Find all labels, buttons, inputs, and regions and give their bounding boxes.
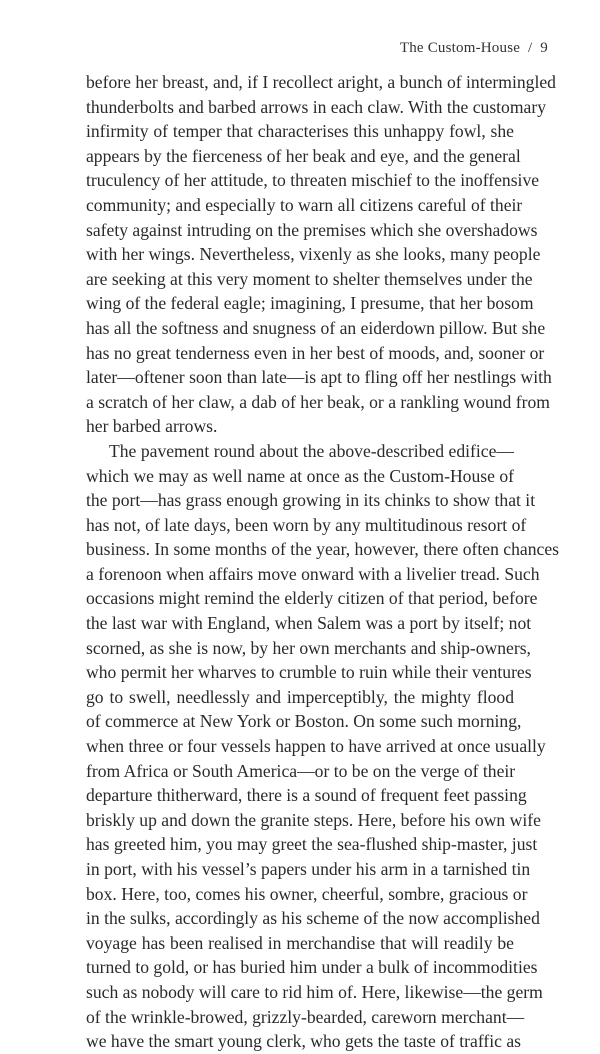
text-line: a forenoon when affairs move onward with a livelier tread. Such — [86, 563, 540, 584]
page-number: 9 — [540, 40, 548, 56]
text-line: which we may as well name at once as the Custom-House of — [86, 465, 514, 486]
text-line: has greeted him, you may greet the sea-flushed ship-master, just — [86, 834, 538, 855]
paragraph — [86, 70, 556, 439]
text-line: wing of the federal eagle; imagining, I presume, that her bosom — [86, 293, 534, 314]
text-line: such as nobody will care to rid him of. Here, likewise—the germ — [86, 981, 543, 1002]
text-line: turned to gold, or has buried him under a bulk of incommodities — [86, 957, 538, 978]
text-line: occasions might remind the elderly citizen of that period, before — [86, 588, 538, 609]
text-line: business. In some months of the year, however, there often chances — [86, 539, 559, 560]
text-line: has not, of late days, been worn by any multitudinous resort of — [86, 514, 527, 535]
text-line: in port, with his vessel’s papers under his arm in a tarnished tin — [86, 859, 531, 879]
text-line: truculency of her attitude, to threaten mischief to the inoffensive — [86, 170, 540, 191]
text-line: of commerce at New York or Boston. On some such morning, — [86, 711, 522, 732]
text-line: The pavement round about the above-described edifice— — [109, 440, 514, 461]
paragraph — [86, 439, 559, 1054]
text-line: who permit her wharves to crumble to ruin while their ventures — [86, 662, 532, 683]
text-line: in the sulks, accordingly as his scheme of the now accomplished — [86, 908, 540, 929]
text-line: with her wings. Nevertheless, vixenly as she looks, many people — [86, 244, 541, 265]
text-line: are seeking at this very moment to shelter themselves under the — [86, 268, 533, 289]
text-line: appears by the fierceness of her beak and eye, and the general — [86, 145, 521, 166]
text-line: her barbed arrows. — [86, 416, 218, 437]
text-line: voyage has been realised in merchandise that will readily be — [86, 932, 514, 953]
text-line: from Africa or South America—or to be on the verge of their — [86, 760, 516, 781]
text-line: departure thitherward, there is a sound of frequent feet passing — [86, 785, 527, 806]
text-line: briskly up and down the granite steps. Here, before his own wife — [86, 809, 541, 830]
text-line: box. Here, too, comes his owner, cheerful, sombre, gracious or — [86, 883, 528, 904]
text-line: later—oftener soon than late—is apt to fling off her nestlings with — [86, 367, 552, 388]
text-line: has all the softness and snugness of an eiderdown pillow. But she — [86, 317, 546, 338]
text-line: when three or four vessels happen to have arrived at once usually — [86, 736, 546, 757]
text-line: go to swell, needlessly and imperceptibly, the mighty flood — [86, 686, 514, 707]
text-line: scorned, as she is now, by her own merchants and ship-owners, — [86, 637, 531, 658]
running-head-separator: / — [528, 40, 533, 56]
text-line: the port—has grass enough growing in its chinks to show that it — [86, 490, 536, 511]
text-line: safety against intruding on the premises which she overshadows — [86, 219, 538, 240]
running-head-title: The Custom-House — [399, 40, 521, 56]
text-line: community; and especially to warn all citizens careful of their — [86, 194, 523, 215]
text-line: a scratch of her claw, a dab of her beak, or a rankling wound from — [86, 391, 550, 412]
text-line: has no great tenderness even in her best of moods, and, sooner or — [86, 342, 545, 363]
text-line: infirmity of temper that characterises this unhappy fowl, she — [86, 121, 514, 142]
text-line: before her breast, and, if I recollect aright, a bunch of intermingled — [86, 72, 556, 92]
text-line: thunderbolts and barbed arrows in each claw. With the customary — [86, 96, 547, 117]
body-text — [86, 70, 559, 1054]
text-line: we have the smart young clerk, who gets the taste of traffic as — [86, 1031, 521, 1052]
text-line: the last war with England, when Salem was a port by itself; not — [86, 613, 532, 634]
text-line: of the wrinkle-browed, grizzly-bearded, careworn merchant— — [86, 1006, 525, 1027]
running-head — [400, 40, 548, 57]
